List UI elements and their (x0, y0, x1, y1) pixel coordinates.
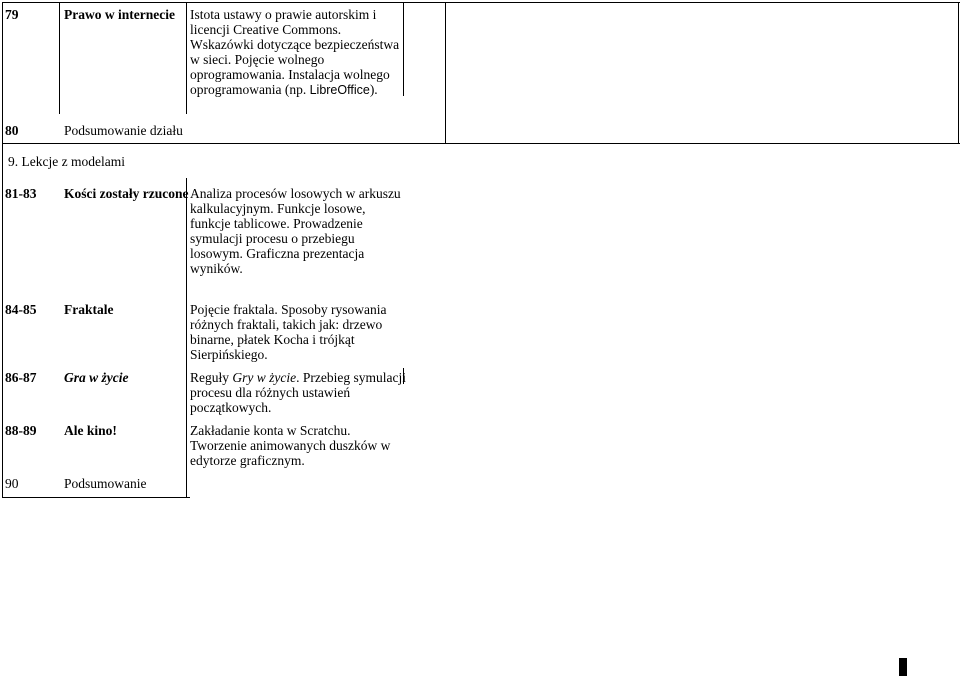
row-content-line: Wskazówki dotyczące bezpieczeństwa (190, 37, 400, 52)
grid-line (59, 2, 60, 114)
grid-line (445, 2, 446, 143)
grid-line (403, 2, 404, 96)
row-content-text: oprogramowania (np. (190, 82, 310, 97)
row-content-line: początkowych. (190, 400, 272, 415)
grid-line (186, 178, 187, 497)
row-content-line: Istota ustawy o prawie autorskim i (190, 7, 377, 22)
row-content-line: symulacji procesu o przebiegu (190, 231, 355, 246)
row-content-line: binarne, płatek Kocha i trójkąt (190, 332, 355, 347)
row-content-line: losowym. Graficzna prezentacja (190, 246, 365, 261)
row-topic: Prawo w internecie (64, 7, 175, 22)
row-content-line: licencji Creative Commons. (190, 22, 342, 37)
row-content-line: wyników. (190, 261, 243, 276)
row-number: 79 (5, 7, 19, 22)
row-topic: Fraktale (64, 302, 114, 317)
game-name: Gry w życie (232, 370, 297, 385)
row-content-line: kalkulacyjnym. Funkcje losowe, (190, 201, 366, 216)
row-topic: Gra w życie (64, 370, 129, 385)
row-content-line (190, 82, 378, 98)
row-number: 86-87 (5, 370, 37, 385)
row-content-text: ). (369, 82, 378, 97)
grid-line (2, 143, 960, 144)
row-number: 90 (5, 476, 19, 491)
app-name: LibreOffice (309, 83, 370, 97)
row-content-line: w sieci. Pojęcie wolnego (190, 52, 325, 67)
row-topic: Podsumowanie działu (64, 123, 183, 138)
row-number: 81-83 (5, 186, 37, 201)
row-content-line: różnych fraktali, takich jak: drzewo (190, 317, 383, 332)
row-content-text: . Przebieg symulacji (296, 370, 406, 385)
section-heading: 9. Lekcje z modelami (8, 154, 125, 169)
row-content-line: edytorze graficznym. (190, 453, 305, 468)
row-content-text: Reguły (190, 370, 233, 385)
row-content-line: Tworzenie animowanych duszków w (190, 438, 391, 453)
grid-line (958, 2, 959, 143)
row-topic: Ale kino! (64, 423, 117, 438)
grid-line (2, 2, 960, 3)
row-number: 80 (5, 123, 19, 138)
row-content-line: Analiza procesów losowych w arkuszu (190, 186, 401, 201)
row-content-line: oprogramowania. Instalacja wolnego (190, 67, 390, 82)
row-content-line: Sierpińskiego. (190, 347, 268, 362)
row-content-line (190, 370, 406, 386)
row-content-line: Pojęcie fraktala. Sposoby rysowania (190, 302, 387, 317)
row-number: 84-85 (5, 302, 37, 317)
page-corner-mark (899, 658, 907, 676)
row-topic: Podsumowanie (64, 476, 147, 491)
row-content-line: Zakładanie konta w Scratchu. (190, 423, 351, 438)
grid-line (2, 2, 3, 497)
row-content-line: procesu dla różnych ustawień (190, 385, 351, 400)
row-topic: Kości zostały rzucone (64, 186, 189, 201)
grid-line (2, 497, 190, 498)
row-content-line: funkcje tablicowe. Prowadzenie (190, 216, 363, 231)
row-number: 88-89 (5, 423, 37, 438)
grid-line (186, 2, 187, 114)
